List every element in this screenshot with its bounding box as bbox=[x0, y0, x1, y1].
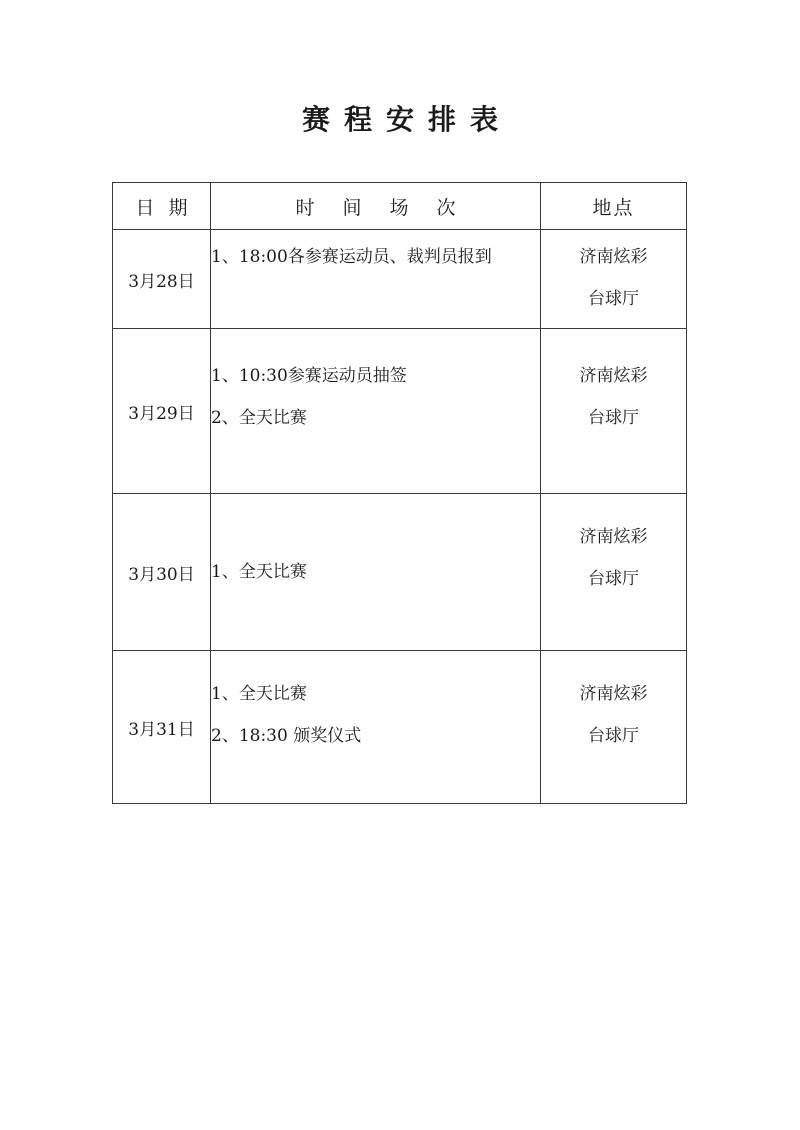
table-row bbox=[113, 494, 687, 651]
location-line: 济南炫彩 bbox=[579, 247, 648, 267]
table-header-row bbox=[113, 183, 687, 230]
event-item: 1、全天比赛 bbox=[211, 562, 307, 582]
location-line: 济南炫彩 bbox=[579, 684, 648, 704]
row-location bbox=[541, 494, 687, 651]
row-events bbox=[211, 651, 541, 804]
row-date: 3月29日 bbox=[113, 329, 211, 494]
row-events bbox=[211, 494, 541, 651]
location-line: 济南炫彩 bbox=[579, 527, 648, 547]
header-date: 日期 bbox=[113, 183, 211, 230]
event-item: 1、全天比赛 bbox=[211, 684, 307, 704]
location-line: 台球厅 bbox=[588, 408, 639, 428]
row-date: 3月30日 bbox=[113, 494, 211, 651]
row-location bbox=[541, 329, 687, 494]
row-location bbox=[541, 230, 687, 329]
row-events bbox=[211, 230, 541, 329]
page-title: 赛程安排表 bbox=[301, 103, 512, 136]
location-line: 台球厅 bbox=[588, 569, 639, 589]
row-events bbox=[211, 329, 541, 494]
schedule-table bbox=[112, 182, 687, 804]
event-item: 1、10:30参赛运动员抽签 bbox=[211, 366, 407, 386]
row-location bbox=[541, 651, 687, 804]
location-line: 台球厅 bbox=[588, 726, 639, 746]
row-date: 3月28日 bbox=[113, 230, 211, 329]
header-location: 地点 bbox=[541, 183, 687, 230]
event-item: 2、全天比赛 bbox=[211, 408, 307, 428]
location-line: 济南炫彩 bbox=[579, 366, 648, 386]
event-item: 1、18:00各参赛运动员、裁判员报到 bbox=[211, 247, 492, 267]
header-time: 时间场次 bbox=[211, 183, 541, 230]
table-row bbox=[113, 230, 687, 329]
table-row bbox=[113, 329, 687, 494]
location-line: 台球厅 bbox=[588, 289, 639, 309]
event-item: 2、18:30 颁奖仪式 bbox=[211, 726, 362, 746]
table-row bbox=[113, 651, 687, 804]
row-date: 3月31日 bbox=[113, 651, 211, 804]
